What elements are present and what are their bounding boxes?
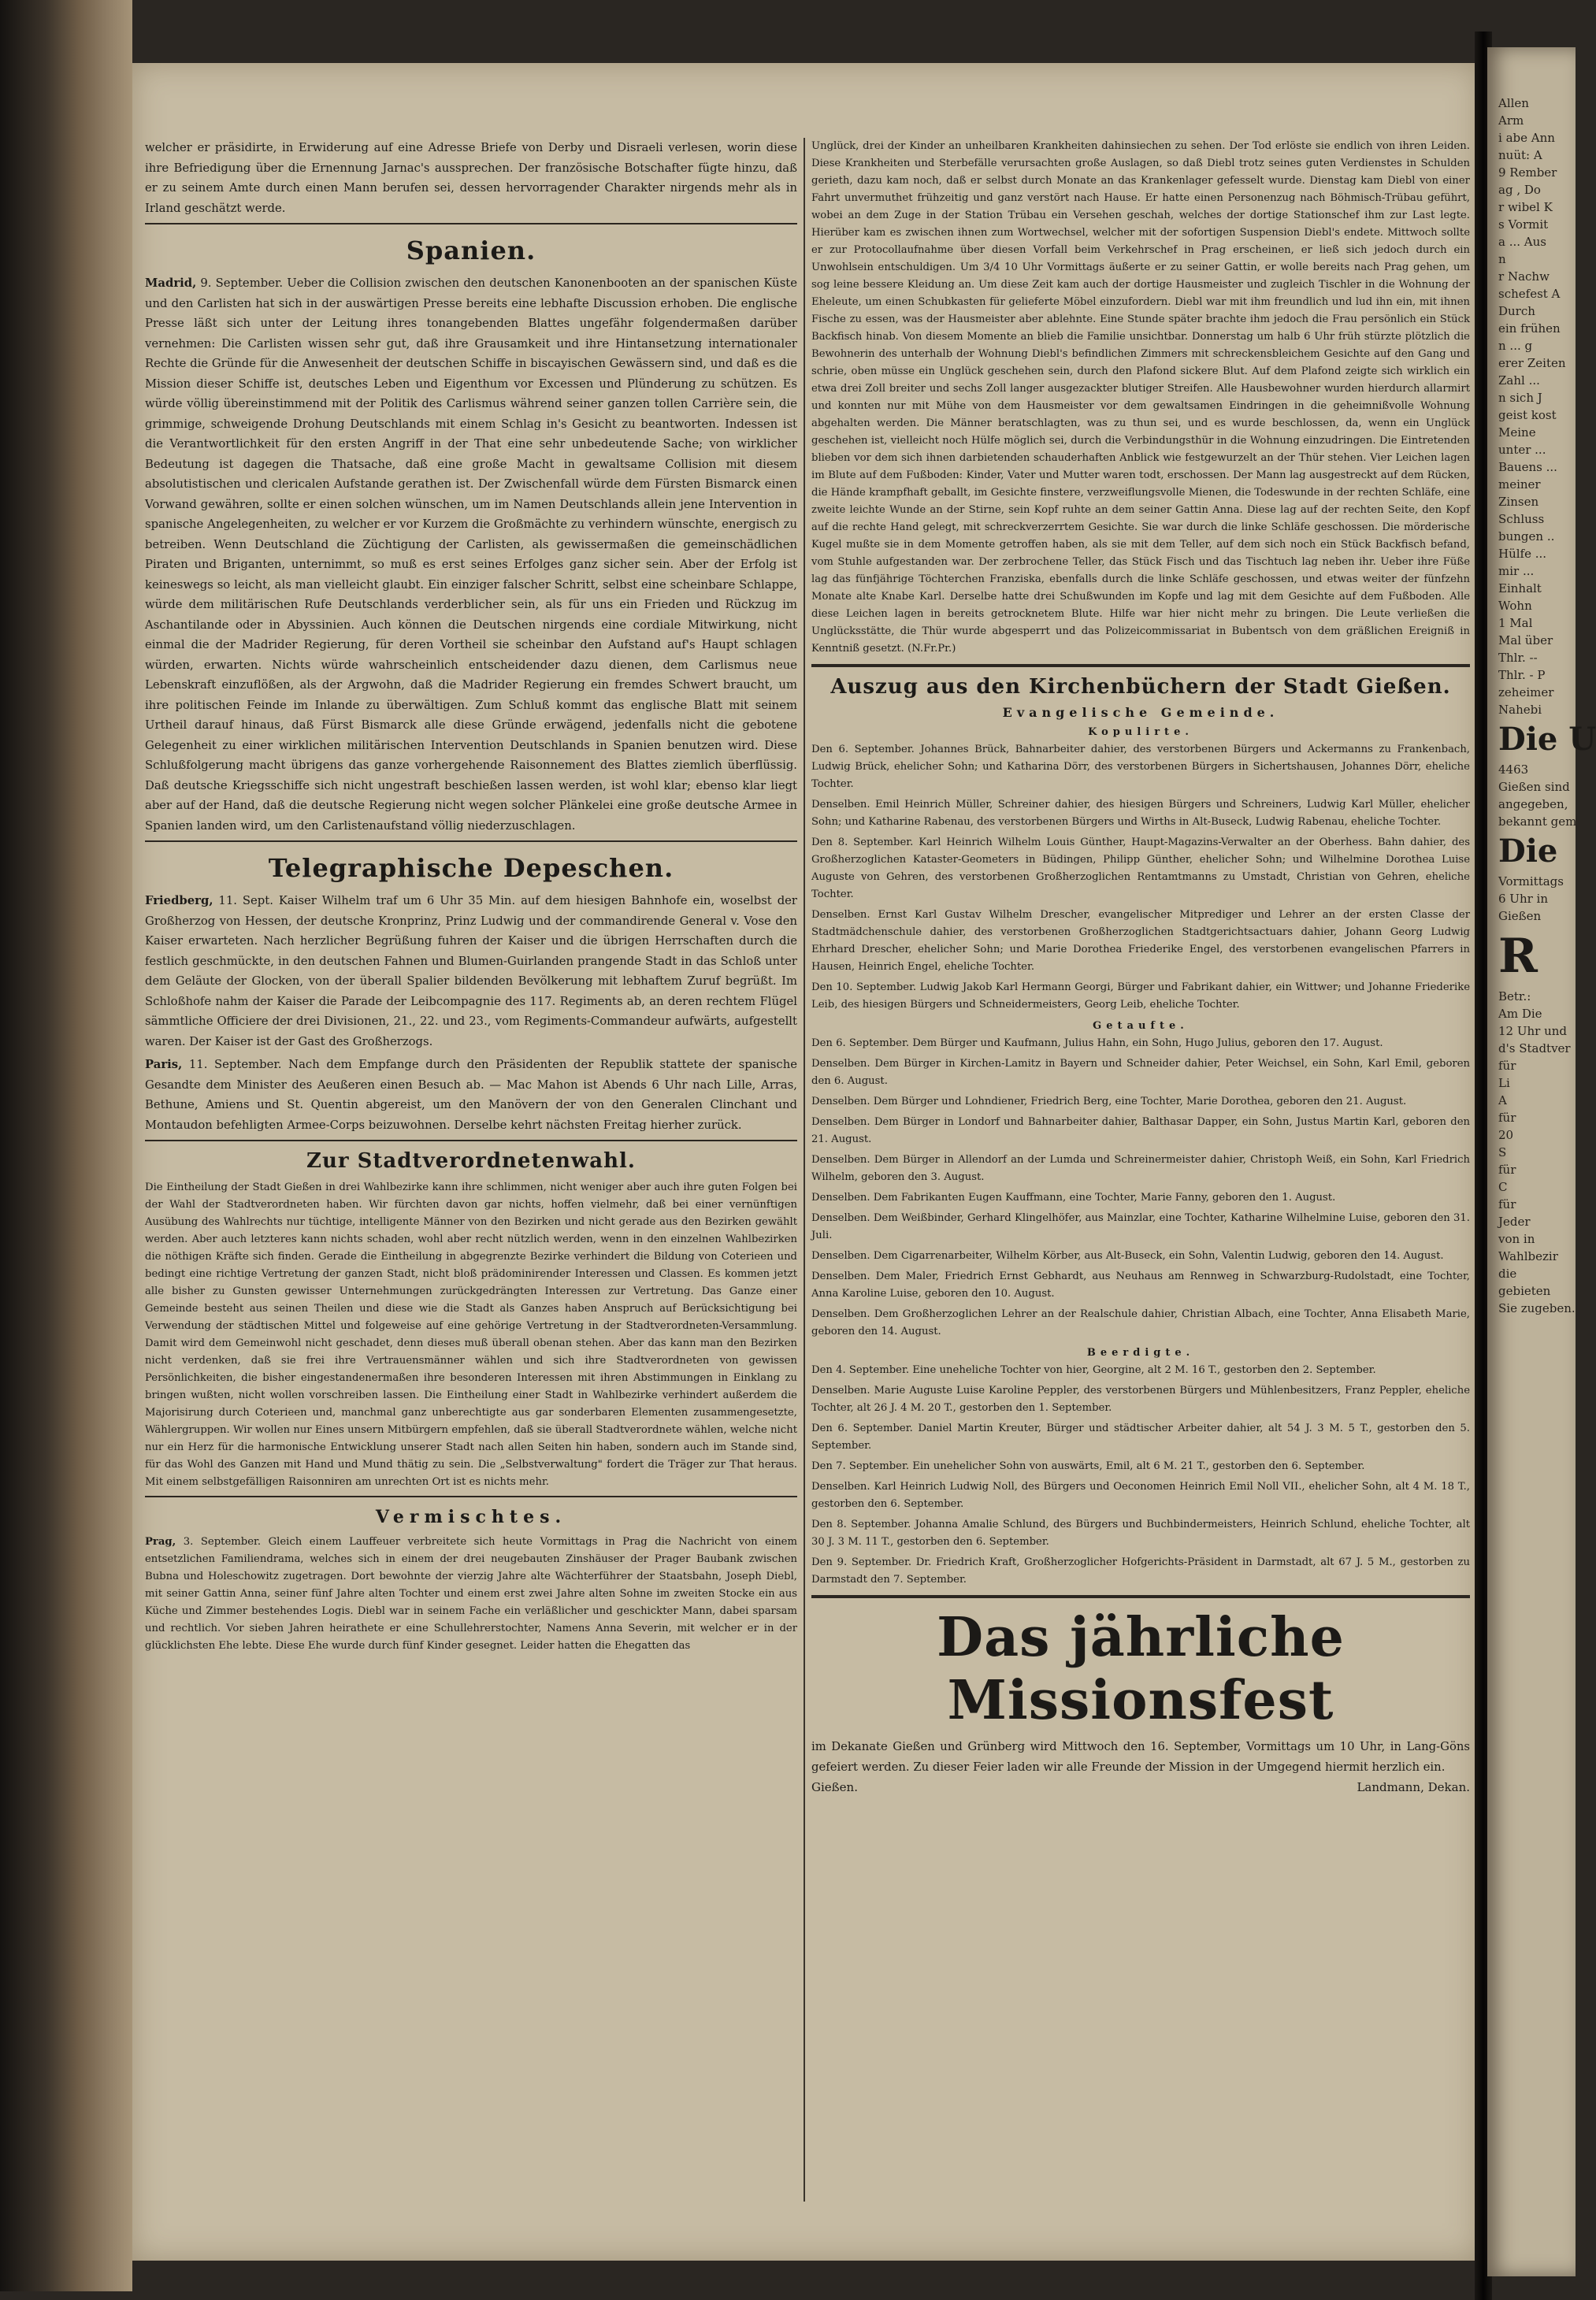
adjacent-page-line: Thlr. - P [1498, 668, 1546, 682]
section-heading-kirchenbuecher: Auszug aus den Kirchenbüchern der Stadt Gießen. [830, 675, 1451, 699]
adjacent-page-line: n sich J [1498, 391, 1542, 405]
adjacent-page-lines [1498, 95, 1576, 718]
adjacent-page-line: S [1498, 1145, 1507, 1159]
adjacent-page-line: Li [1498, 1076, 1510, 1090]
right-column [811, 138, 1470, 1794]
adjacent-page-line: Arm [1498, 113, 1524, 128]
record-entry: Den 4. September. Eine uneheliche Tochter von hier, Georgine, alt 2 M. 16 T., gestorben den 2. September. [811, 1364, 1376, 1376]
stadtverordneten-text: Die Eintheilung der Stadt Gießen in drei Wahlbezirke kann ihre schlimmen, nicht weniger aber auch ihre guten Folgen bei der Wahl der Stadtverordneten haben. Wir fürchten davon gar nichts, hoffen vielmehr, daß bei einer vernünftigen Ausübung des Wahlrechts nur tüchtige, intelligente Männer von den Bezirken und nicht gerade aus den Bezirken gewählt werden. Aber auch letzteres kann nichts schaden, wohl aber recht nützlich werden, wenn in den einzelnen Wahlbezirken die nöthigen Kräfte sich finden. Gerade die Eintheilung in abgegrenzte Bezirke verhindert die Bildung von Coterieen und bedingt eine richtige Vertretung der ganzen Stadt, nicht bloß prädominirender Interessen und Classen. Es kommen jetzt alle bisher zu Gunsten gewisser Unternehmungen zurückgedrängten Interessen zur Vertretung. Das Ganze einer Gemeinde besteht aus seinen Theilen und diese wie die Stadt als Ganzes haben Anspruch auf Berücksichtigung bei Verwendung der städtischen Mittel und folgeweise auf eine gehörige Vertretung in der Stadtverordneten-Versammlung. Damit wird dem Gemeinwohl nicht geschadet, denn dieses muß überall obenan stehen. Aber das kann man den Bezirken nicht verdenken, daß sie frei ihre Vertrauensmänner wählen und sich ihre Stadtverordneten von gewissen Persönlichkeiten, die bisher eingestandenermaßen ihre besonderen Interessen mit ihren Abstimmungen in Einklang zu bringen wußten, nicht wollen vorschreiben lassen. Die Eintheilung einer Stadt in Wahlbezirke verhindert außerdem die Majorisirung durch Coterieen und, manchmal ganz unberechtigte aus gar sonderbaren Elementen zusammengesetzte, Wählergruppen. Wir wollen nur Eines unsern Mitbürgern empfehlen, daß sie überall Stadtverordnete wählen, welche nicht nur ein Herz für die harmonische Entwicklung unserer Stadt nach allen Seiten hin haben, sondern auch im Stande sind, für das Wohl des Ganzen mit Hand und Mund thätig zu sein. Die „Selbstverwaltung" fordert die Träger zur That heraus. Mit einem selbstgefälligen Raisonniren am unrechten Ort ist es nichts mehr. [145, 1182, 797, 1488]
newspaper-page [132, 63, 1479, 2261]
spain-article [145, 273, 797, 836]
adjacent-page-lines [1498, 988, 1576, 1317]
adjacent-page-line: Jeder [1498, 1215, 1531, 1229]
dateline-prag: Prag, [145, 1536, 176, 1548]
adjacent-page-fragment [1487, 47, 1596, 2276]
missionsfest-signature-line [811, 1780, 1470, 1794]
subheading-copulirte: Kopulirte. [1088, 726, 1193, 738]
divider [145, 223, 797, 224]
adjacent-page-line: die [1498, 1267, 1517, 1281]
adjacent-page-line: mir ... [1498, 564, 1535, 578]
divider [145, 1496, 797, 1497]
subheading-getaufte: Getaufte. [1093, 1020, 1189, 1032]
adjacent-heading-1: Die U [1498, 721, 1596, 758]
adjacent-page-line: d's Stadtver [1498, 1041, 1571, 1055]
adjacent-page-line: Betr.: [1498, 989, 1531, 1003]
book-edge-left [0, 0, 132, 2291]
adjacent-page-lines [1498, 761, 1576, 830]
record-entry: Den 8. September. Karl Heinrich Wilhelm Louis Günther, Haupt-Magazins-Verwalter an der Oberhess. Bahn dahier, des Großherzoglichen Kataster-Geometers in Büdingen, Philipp Günther, ehelicher Sohn; und Wilhelmine Dorothea Luise Auguste von Gehren, des verstorbenen Großherzoglichen Rentamtmanns zu Umstadt, Christian von Gehren, eheliche Tochter. [811, 837, 1470, 900]
adjacent-page-line: Schluss [1498, 512, 1545, 526]
section-heading-telegraph: Telegraphische Depeschen. [268, 853, 674, 883]
adjacent-page-line: Allen [1498, 96, 1529, 110]
missionsfest-heading: Das jährliche Missionsfest [937, 1606, 1345, 1732]
adjacent-page-line: a ... Aus [1498, 235, 1546, 249]
adjacent-page-line: Zinsen [1498, 495, 1539, 509]
prag-text: 3. September. Gleich einem Lauffeuer verbreitete sich heute Vormittags in Prag die Nachricht von einem entsetzlichen Familiendrama, welches sich in einem der drei neugebauten Zinshäuser der Prager Baubank zwischen Bubna und Holeschowitz zugetragen. Dort bewohnte der vierzig Jahre alte Wächterführer der Staatsbahn, Joseph Diebl, mit seiner Gattin Anna, seiner fünf Jahre alten Tochter und einem erst zwei Jahre alten Sohne im zweiten Stocke ein aus Küche und Zimmer bestehendes Logis. Diebl war in seinem Fache ein verläßlicher und geschickter Mann, dabei sparsam und rechtlich. Vor sieben Jahren heirathete er eine Schullehrerstochter, Namens Anna Severin, mit welcher er in der glücklichsten Ehe lebte. Diese Ehe wurde durch fünf Kinder gesegnet. Leider hatten die Ehegatten das [145, 1536, 797, 1652]
adjacent-page-line: Gießen [1498, 909, 1542, 923]
adjacent-page-line: Am Die [1498, 1007, 1542, 1021]
adjacent-page-line: bekannt gem [1498, 814, 1577, 829]
divider [145, 1140, 797, 1141]
section-heading-vermischtes: Vermischtes. [375, 1507, 567, 1527]
adjacent-page-line: Einhalt [1498, 581, 1542, 595]
adjacent-page-line: C [1498, 1180, 1508, 1194]
left-column [145, 138, 797, 1658]
church-records [811, 726, 1470, 1589]
record-entry: Den 10. September. Ludwig Jakob Karl Hermann Georgi, Bürger und Fabrikant dahier, ein Wittwer; und Johanne Friederike Leib, des hiesigen Bürgers und Schneidermeisters, Georg Leib, eheliche Tochter. [811, 981, 1470, 1011]
adjacent-page-line: nuüt: A [1498, 148, 1542, 162]
adjacent-page-line: 1 Mal [1498, 616, 1533, 630]
missionsfest-place: Gießen. [811, 1780, 858, 1794]
adjacent-page-line: s Vormit [1498, 217, 1549, 232]
adjacent-page-line: angegeben, [1498, 797, 1568, 811]
adjacent-page-lines [1498, 873, 1576, 925]
adjacent-page-line: n [1498, 252, 1506, 266]
adjacent-page-line: Wahlbezir [1498, 1249, 1558, 1263]
adjacent-page-line: Meine [1498, 425, 1536, 440]
column-divider [804, 138, 805, 2202]
section-heading-stadtverordnetenwahl: Zur Stadtverordnetenwahl. [306, 1149, 636, 1173]
adjacent-page-line: für [1498, 1059, 1516, 1073]
subheading-evangelische-gemeinde: Evangelische Gemeinde. [1002, 705, 1279, 720]
prag-article-continued [811, 138, 1470, 658]
missionsfest-signature: Landmann, Dekan. [1357, 1780, 1470, 1794]
adjacent-page-line: gebieten [1498, 1284, 1551, 1298]
record-entry: Denselben. Dem Cigarrenarbeiter, Wilhelm Körber, aus Alt-Buseck, ein Sohn, Valentin Ludwig, geboren den 14. August. [811, 1250, 1444, 1262]
adjacent-page-line: 6 Uhr in [1498, 892, 1549, 906]
adjacent-page-line: von in [1498, 1232, 1535, 1246]
adjacent-page-line: Sie zugeben. [1498, 1301, 1576, 1315]
record-entry: Den 6. September. Dem Bürger und Kaufmann, Julius Hahn, ein Sohn, Hugo Julius, geboren den 17. August. [811, 1037, 1383, 1049]
paris-text: 11. September. Nach dem Empfange durch den Präsidenten der Republik stattete der spanische Gesandte dem Minister des Aeußeren einen Besuch ab. — Mac Mahon ist Abends 6 Uhr nach Lille, Arras, Bethune, Amiens und St. Quentin abgereist, um den Manövern der von den Generalen Clinchant und Montaudon befehligten Armee-Corps beizuwohnen. Derselbe kehrt nächsten Freitag hierher zurück. [145, 1058, 797, 1132]
adjacent-page-line: Bauens ... [1498, 460, 1557, 474]
record-entry: Denselben. Dem Bürger in Allendorf an der Lumda und Schreinermeister dahier, Christoph Weiß, ein Sohn, Karl Friedrich Wilhelm, geboren den 3. August. [811, 1154, 1470, 1183]
adjacent-page-line: für [1498, 1163, 1516, 1177]
paris-article [145, 1055, 797, 1135]
adjacent-page-line: Nahebi [1498, 703, 1542, 717]
prag-article [145, 1534, 797, 1655]
subheading-beerdigte: Beerdigte. [1086, 1347, 1195, 1359]
adjacent-page-line: Mal über [1498, 633, 1553, 647]
adjacent-heading-3: R [1498, 929, 1538, 984]
record-entry: Den 7. September. Ein unehelicher Sohn von auswärts, Emil, alt 6 M. 21 T., gestorben den 6. September. [811, 1460, 1365, 1472]
adjacent-page-line: Thlr. -- [1498, 651, 1538, 665]
spain-article-text: 9. September. Ueber die Collision zwischen den deutschen Kanonenbooten an der spanischen Küste und den Carlisten hat sich in der auswärtigen Presse bereits eine lebhafte Discussion erhoben. Die englische Presse läßt sich unter der Leitung ihres tonangebenden Blattes ungefähr folgendermaßen darüber vernehmen: Die Carlisten wissen sehr gut, daß ihre Grausamkeit und ihre Hintansetzung internationaler Rechte die Gründe für die Anwesenheit der deutschen Schiffe in biscayischen Gewässern sind, und daß es die Mission dieser Schiffe ist, deutsches Leben und Eigenthum vor Excessen und Plünderung zu schützen. Es würde völlig übereinstimmend mit der Politik des Carlismus während seiner ganzen tollen Carrière sein, die grimmige, schweigende Drohung Deutschlands mit einem Schlag in's Gesicht zu beantworten. Indessen ist die Verantwortlichkeit für den ersten Angriff in der That eine sehr unbedeutende Sache; von wirklicher Bedeutung ist dagegen die Thatsache, daß eine große Macht in gewaltsame Collision mit diesem absolutistischen und clericalen Aufstande gerathen ist. Der Zwischenfall würde dem Fürsten Bismarck einen Vorwand gewähren, sollte er einen solchen wünschen, um im Namen Deutschlands allein jene Intervention in spanische Angelegenheiten, zu welcher er vor Kurzem die Großmächte zu verhindern wünschte, energisch zu betreiben. Wenn Deutschland die Züchtigung der Carlisten, als gewissermaßen die gemeinschädlichen Piraten und Briganten, unternimmt, so muß es erst seines Erfolges ganz sicher sein. Aber der Erfolg ist keineswegs so leicht, als man vielleicht glaubt. Ein einziger falscher Schritt, selbst eine scheinbare Schlappe, würde dem militärischen Rufe Deutschlands verderblicher sein, als für uns ein Frieden und Rückzug im Aschantilande oder in Abyssinien. Auch können die Deutschen nirgends eine cordiale Mitwirkung, nicht einmal die der Madrider Regierung, für deren Vortheil sie scheinbar den Aufstand auf's Haupt schlagen würden, erwarten. Nichts würde wahrscheinlich entscheidender dazu dienen, dem Carlismus neue Lebenskraft einzuflößen, als der Argwohn, daß die Madrider Regierung ein fremdes Schwert braucht, um ihre politischen Feinde im Inlande zu überwältigen. Zum Schluß kommt das englische Blatt mit seinem Urtheil darauf hinaus, daß Fürst Bismarck alle diese Gründe erwägend, jedenfalls nicht die gebotene Gelegenheit zu einer wirklichen militärischen Intervention Deutschlands in Spanien benutzen wird. Diese Schlußfolgerung macht übrigens das ganze vorhergehende Raisonnement des Blattes ziemlich überflüssig. Daß deutsche Kriegsschiffe sich nicht ungestraft beschießen lassen werden, ist wohl klar; ebenso klar liegt aber auf der Hand, daß die deutsche Regierung nicht wegen solcher Plänkelei eine große deutsche Armee in Spanien landen wird, um den Carlistenaufstand völlig niederzuschlagen. [145, 276, 797, 833]
adjacent-page-line: meiner [1498, 477, 1541, 492]
adjacent-page-line: Gießen sind [1498, 780, 1570, 794]
adjacent-page-line: bungen .. [1498, 529, 1555, 543]
adjacent-page-line: unter ... [1498, 443, 1546, 457]
record-entry: Denselben. Marie Auguste Luise Karoline Peppler, des verstorbenen Bürgers und Mühlenbesitzers, Franz Peppler, eheliche Tochter, alt 26 J. 4 M. 20 T., gestorben den 1. September. [811, 1385, 1470, 1414]
record-entry: Den 9. September. Dr. Friedrich Kraft, Großherzoglicher Hofgerichts-Präsident in Darmstadt, alt 67 J. 5 M., gestorben zu Darmstadt den 7. September. [811, 1556, 1470, 1586]
adjacent-page-line: ag , Do [1498, 183, 1541, 197]
adjacent-page-line: r Nachw [1498, 269, 1550, 284]
section-heading-spanien: Spanien. [406, 236, 536, 265]
record-entry: Denselben. Dem Bürger und Lohndiener, Friedrich Berg, eine Tochter, Marie Dorothea, geboren den 21. August. [811, 1096, 1407, 1107]
friedberg-text: 11. Sept. Kaiser Wilhelm traf um 6 Uhr 35 Min. auf dem hiesigen Bahnhofe ein, woselbst der Großherzog von Hessen, der deutsche Kronprinz, Prinz Ludwig und der commandirende General v. Vose den Kaiser erwarteten. Nach herzlicher Begrüßung fuhren der Kaiser und die übrigen Herrschaften durch die festlich geschmückte, in den deutschen Fahnen und Blumen-Guirlanden prangende Stadt in das Schloß unter dem Geläute der Glocken, von der überall Spalier bildenden Bevölkerung mit lebhaftem Zuruf begrüßt. Im Schloßhofe nahm der Kaiser die Parade der Leibcompagnie des 117. Regiments ab, an deren rechtem Flügel sämmtliche Officiere der drei Divisionen, 21., 22. und 23., vom Regiments-Commandeur aufwärts, aufgestellt waren. Der Kaiser ist der Gast des Großherzogs. [145, 894, 797, 1048]
adjacent-heading-2: Die [1498, 833, 1558, 870]
adjacent-page-line: Durch [1498, 304, 1535, 318]
adjacent-page-text [1487, 47, 1596, 1317]
adjacent-page-line: zeheimer [1498, 685, 1554, 699]
record-entry: Denselben. Dem Weißbinder, Gerhard Klingelhöfer, aus Mainzlar, eine Tochter, Katharine Wilhelmine Luise, geboren den 31. Juli. [811, 1212, 1470, 1241]
record-entry: Denselben. Dem Bürger in Londorf und Bahnarbeiter dahier, Balthasar Dapper, ein Sohn, Justus Martin Karl, geboren den 21. August. [811, 1116, 1470, 1145]
divider [145, 840, 797, 842]
adjacent-page-line: Wohn [1498, 599, 1532, 613]
adjacent-page-line: 4463 [1498, 762, 1529, 777]
adjacent-page-line: 20 [1498, 1128, 1514, 1142]
stadtverordneten-article [145, 1179, 797, 1491]
adjacent-page-line: geist kost [1498, 408, 1557, 422]
adjacent-page-line: schefest A [1498, 287, 1561, 301]
divider [811, 664, 1470, 667]
missionsfest-text: im Dekanate Gießen und Grünberg wird Mittwoch den 16. September, Vormittags um 10 Uhr, in Lang-Göns gefeiert werden. Zu dieser Feier laden wir alle Freunde der Mission in der Umgegend hiermit herzlich ein. [811, 1740, 1470, 1774]
record-entry: Denselben. Emil Heinrich Müller, Schreiner dahier, des hiesigen Bürgers und Schreiners, Ludwig Karl Müller, ehelicher Sohn; und Katharine Rabenau, des verstorbenen Bürgers und Wirths in Alt-Buseck, Ludwig Rabenau, eheliche Tochter. [811, 799, 1470, 828]
prag-continued-text: Unglück, drei der Kinder an unheilbaren Krankheiten dahinsiechen zu sehen. Der Tod erlöste sie endlich von ihren Leiden. Diese Krankheiten und Sterbefälle verursachten große Auslagen, so daß Diebl trotz seines guten Verdienstes in Schulden gerieth, dazu kam noch, daß er selbst durch Monate an das Krankenlager gefesselt wurde. Dienstag kam Diebl von einer Fahrt unvermuthet frühzeitig und ganz verstört nach Hause. Er hatte einen Personenzug nach Böhmisch-Trübau geführt, wobei an dem Zuge in der Station Trübau ein Versehen geschah, welches der dortige Stationschef ihm zur Last legte. Hierüber kam es zwischen ihnen zum Wortwechsel, welcher mit der sofortigen Suspension Diebl's endete. Mittwoch sollte er zur Protocollaufnahme über diesen Vorfall beim Verkehrschef in Prag erscheinen, er ließ sich jedoch durch ein Unwohlsein entschuldigen. Um 3/4 10 Uhr Vormittags äußerte er zu seiner Gattin, er wolle bereits nach Prag gehen, um sog leine bessere Kleidung an. Um diese Zeit kam auch der dortige Hausmeister und zugleich Tischler in die Wohnung der Eheleute, um einen Schubkasten für gelieferte Möbel einzufordern. Diebl war mit ihm freundlich und lud ihn ein, mit ihnen Fische zu essen, was der Hausmeister aber ablehnte. Eine Stunde später brachte ihm jedoch die Frau persönlich ein Stück Backfisch hinab. Von diesem Momente an blieb die Familie unsichtbar. Donnerstag um halb 6 Uhr früh stürzte plötzlich die Bewohnerin des unterhalb der Wohnung Diebl's befindlichen Zimmers mit schreckensbleichem Gesichte auf den Gang und schrie, oben müsse ein Unglück geschehen sein, durch den Plafond sickere Blut. Auf dem Plafond zeigte sich wirklich ein etwa drei Zoll breiter und sechs Zoll langer ausgezackter blutiger Streifen. Alle Hausbewohner wurden hierdurch allarmirt und konnten nur mit Mühe von dem Hausmeister vor dem gewaltsamen Eindringen in die geheimnißvolle Wohnung abgehalten werden. Die Männer beratschlagten, was zu thun sei, und es wurde beschlossen, da, wenn ein Unglück geschehen ist, vielleicht noch Hülfe möglich sei, durch die Verbindungsthür in die Wohnung einzudringen. Die Eintretenden blieben vor dem sich ihnen darbietenden schauderhaften Anblick wie festgewurzelt an der Thür stehen. Vier Leichen lagen im Blute auf dem Fußboden: Kinder, Vater und Mutter waren todt, erschossen. Der Mann lag ausgestreckt auf dem Rücken, die Hände krampfhaft geballt, im Gesichte finstere, verzweiflungsvolle Mienen, die Todeswunde in der rechten Schläfe, eine zweite leichte Wunde an der Stirne, sein Kopf ruhte an dem seiner Gattin Anna. Diese lag auf der rechten Seite, den Kopf auf die rechte Hand gelegt, mit schreckverzerrtem Gesichte. Sie war durch die linke Schläfe geschossen. Die mörderische Kugel mußte sie in dem Momente getroffen haben, als sie mit dem Teller, auf dem sich noch ein Stück Backfisch befand, vom Stuhle aufgestanden war. Der zerbrochene Teller, das Stück Fisch und das Tischtuch lag neben ihr. Ueber ihre Füße lag das fünfjährige Töchterchen Franziska, ebenfalls durch die linke Schläfe geschossen, und etwas weiter der fünfzehn Monate alte Knabe Karl. Derselbe hatte drei Schußwunden im Kopfe und lag mit dem Gesichte auf dem Fußboden. Alle diese Leichen lagen in bereits getrocknetem Blute. Hilfe war hier nicht mehr zu bringen. Die Leute verließen die Unglücksstätte, die Thür wurde abgesperrt und das Polizeicommissariat in Bubentsch von dem gräßlichen Ereigniß in Kenntniß gesetzt. (N.Fr.Pr.) [811, 140, 1470, 655]
adjacent-page-line: Vormittags [1498, 874, 1564, 888]
adjacent-page-line: 9 Rember [1498, 165, 1557, 180]
adjacent-page-line: A [1498, 1093, 1507, 1107]
record-entry: Den 6. September. Daniel Martin Kreuter, Bürger und städtischer Arbeiter dahier, alt 54 J. 3 M. 5 T., gestorben den 5. September. [811, 1423, 1470, 1452]
record-entry: Denselben. Ernst Karl Gustav Wilhelm Drescher, evangelischer Mitprediger und Lehrer an der ersten Classe der Stadtmädchenschule dahier, des verstorbenen Großherzoglichen Stadtgerichtsactuars dahier, Johann Georg Ludwig Ehrhard Drescher, ehelicher Sohn; und Marie Dorothea Friederike Engel, des verstorbenen evangelischen Pfarrers in Hausen, Heinrich Engel, eheliche Tochter. [811, 909, 1470, 973]
adjacent-page-line: i abe Ann [1498, 131, 1555, 145]
dateline-madrid: Madrid, [145, 276, 197, 290]
record-entry: Denselben. Dem Großherzoglichen Lehrer an der Realschule dahier, Christian Albach, eine Tochter, Anna Elisabeth Marie, geboren den 14. August. [811, 1308, 1470, 1337]
adjacent-page-line: Hülfe ... [1498, 547, 1547, 561]
adjacent-page-line: für [1498, 1111, 1516, 1125]
adjacent-page-line: r wibel K [1498, 200, 1553, 214]
adjacent-page-line: n ... g [1498, 339, 1533, 353]
record-entry: Denselben. Dem Bürger in Kirchen-Lamitz in Bayern und Schneider dahier, Peter Weichsel, ein Sohn, Karl Emil, geboren den 6. August. [811, 1058, 1470, 1087]
record-entry: Denselben. Karl Heinrich Ludwig Noll, des Bürgers und Oeconomen Heinrich Emil Noll VII., ehelicher Sohn, alt 4 M. 18 T., gestorben den 6. September. [811, 1481, 1470, 1510]
adjacent-page-line: Zahl ... [1498, 373, 1540, 388]
adjacent-page-line: für [1498, 1197, 1516, 1211]
record-entry: Den 8. September. Johanna Amalie Schlund, des Bürgers und Buchbindermeisters, Heinrich Schlund, eheliche Tochter, alt 30 J. 3 M. 11 T., gestorben den 6. September. [811, 1519, 1470, 1548]
dateline-friedberg: Friedberg, [145, 894, 213, 907]
divider [811, 1595, 1470, 1598]
dateline-paris: Paris, [145, 1058, 183, 1071]
adjacent-page-line: erer Zeiten [1498, 356, 1566, 370]
adjacent-page-line: ein frühen [1498, 321, 1561, 336]
record-entry: Denselben. Dem Fabrikanten Eugen Kauffmann, eine Tochter, Marie Fanny, geboren den 1. August. [811, 1192, 1336, 1204]
record-entry: Den 6. September. Johannes Brück, Bahnarbeiter dahier, des verstorbenen Bürgers und Ackermanns zu Frankenbach, Ludwig Brück, ehelicher Sohn; und Katharina Dörr, des verstorbenen Bürgers in Sichertshausen, Johannes Dörr, eheliche Tochter. [811, 744, 1470, 790]
friedberg-article [145, 891, 797, 1052]
intro-paragraph: welcher er präsidirte, in Erwiderung auf eine Adresse Briefe von Derby und Disraeli verlesen, worin diese ihre Befriedigung über die Ernennung Jarnac's aussprechen. Der französische Botschafter fügte hinzu, daß er zu seinem Amte durch einen Mann berufen sei, dessen hervorragender Charakter nirgends mehr als in Irland geschätzt werde. [145, 141, 797, 215]
record-entry: Denselben. Dem Maler, Friedrich Ernst Gebhardt, aus Neuhaus am Rennweg in Schwarzburg-Rudolstadt, eine Tochter, Anna Karoline Luise, geboren den 10. August. [811, 1271, 1470, 1300]
adjacent-page-line: 12 Uhr und [1498, 1024, 1568, 1038]
